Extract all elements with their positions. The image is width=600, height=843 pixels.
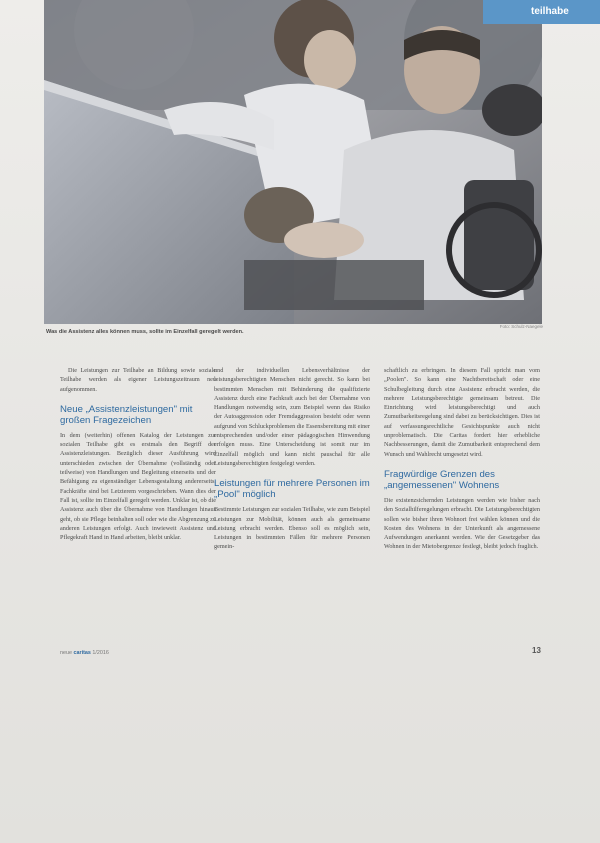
paragraph-wohnen: Die existenzsichernden Leistungen werden wie bisher nach den Sozialhilferegelungen erbracht. Die Leistungsberechtigten sollen wie bisher ihren Wohnort frei wählen können und die Kosten des Wohnens in der Unterkunft als angemessene Aufwendungen anerkannt werden. Wie der Gesetzgeber das Wohnen in der Mietobergrenze festlegt, bleibt jedoch fraglich. <box>384 496 540 551</box>
photo-illustration <box>44 0 542 324</box>
heading-wohnen: Fragwürdige Grenzen des „angemessenen" Wohnens <box>384 468 500 491</box>
header-photo <box>44 0 542 324</box>
photo-caption: Was die Assistenz alles können muss, sollte im Einzelfall geregelt werden. <box>46 329 244 335</box>
paragraph-poolen: schaftlich zu erbringen. In diesem Fall spricht man vom „Poolen". So kann eine Nachtbereitschaft oder eine Schulbegleitung durch eine Assistenz erbracht werden, die mehrere Leistungsberechtigte gemeinsam betreut. Die Einrichtung wird leistungsberechtigt und auch Zumutbarkeitsregelung sind dabei zu berücksichtigen. Dies ist auf verfassungsrechtliche Gesichtspunkte auch nicht unproblematisch. Die Caritas fordert hier erhebliche Nachbesserungen, damit die Zumutbarkeit entsprechend dem Wunsch und Wahlrecht umgesetzt wird. <box>384 367 540 458</box>
paragraph-fachkraft: und der individuellen Lebensverhältnisse der leistungsberechtigten Menschen nicht gerecht. So kann bei bestimmten Menschen mit Behinderung die qualifizierte Assistenz durch eine Fachkraft auch bei der Übernahme von Handlungen notwendig sein, zum Beispiel wenn das Risiko der Autoaggression oder Fremdaggression besteht oder wenn aufgrund von Schluckproblemen die Essensbereitung mit einer entsprechenden und/oder einer pädagogischen Hinwendung erfolgen muss. Eine Unterscheidung ist somit nur im Einzelfall möglich und kann nicht pauschal für alle Leistungsberechtigten festgelegt werden. <box>214 367 370 467</box>
intro-paragraph: Die Leistungen zur Teilhabe an Bildung sowie soziale Teilhabe werden als eigener Leistungszeitraum neu aufgenommen. <box>60 367 216 393</box>
column-3 <box>384 366 540 552</box>
footer-publication <box>60 650 109 656</box>
page-number: 13 <box>532 646 541 655</box>
paragraph-pool: Bestimmte Leistungen zur sozialen Teilhabe, wie zum Beispiel Leistungen zur Mobilität, können auch als gemeinsame Leistung erbracht werden. Ebenso soll es möglich sein, Leistungen in bestimmten Fällen für mehrere Personen gemein- <box>214 506 370 551</box>
heading-pool: Leistungen für mehrere Personen im „Pool" möglich <box>214 478 370 501</box>
heading-assistenzleistungen: Neue „Assistenzleistungen" mit großen Fragezeichen <box>60 403 193 426</box>
column-2 <box>214 366 370 552</box>
footer-brand: caritas <box>73 650 91 656</box>
photo-credit: Foto: Schulz-Naegele <box>499 324 543 329</box>
column-1 <box>60 366 216 542</box>
footer-issue: 1/2016 <box>92 650 109 656</box>
paragraph-assistenz: In dem (weiterhin) offenen Katalog der Leistungen zur sozialen Teilhabe gibt es erstmals den Begriff der Assistenzleistungen. Bezüglich dieser Ausführung wird unterschieden zwischen der Übernahme (vollständig oder teilweise) von Handlungen und Begleitung einerseits und der Befähigung zu eigenständiger Lebensgestaltung andererseits. Fachkräfte sind bei Letzterem vorgeschrieben. Wann dies der Fall ist, sollte im Einzelfall geregelt werden. Unklar ist, ob die Assistenz auch über die Übernahme von Handlungen hinaus geht, ob sie Pflege beinhalten soll oder wie die Abgrenzung zu anderen Leistungen erfolgt. Auch inwieweit Assistenz und Pflegekraft Hand in Hand arbeiten, bleibt unklar. <box>60 431 216 542</box>
footer-brand-prefix: neue <box>60 650 72 656</box>
section-tag: teilhabe <box>483 0 600 24</box>
